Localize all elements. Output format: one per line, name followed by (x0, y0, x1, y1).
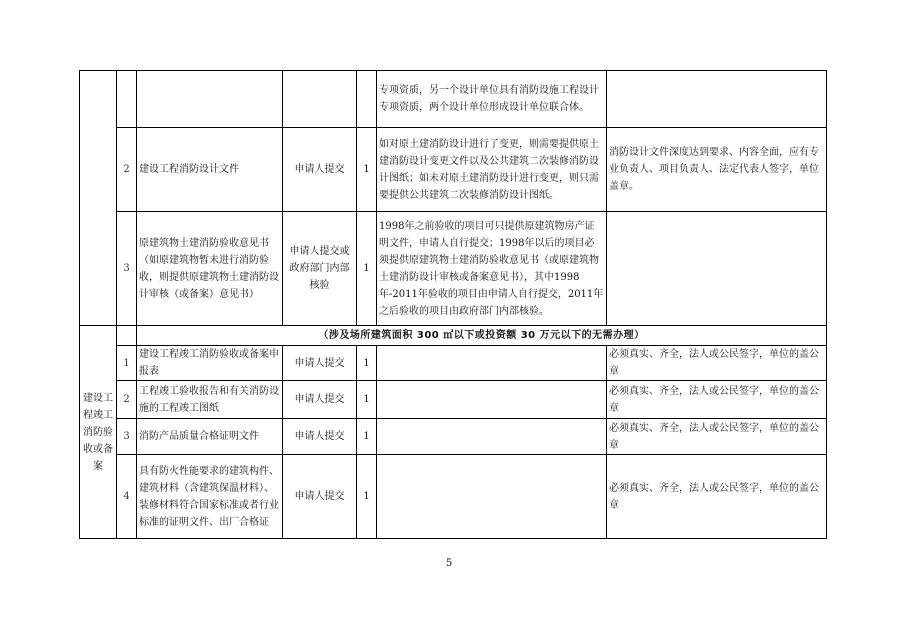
item-source: 申请人提交 (283, 381, 357, 419)
table-row (80, 346, 827, 381)
item-name: 具有防火性能要求的建筑构件、建筑材料（含建筑保温材料）、装修材料符合国家标准或者行业标准的证明文件、出厂合格证 (137, 455, 283, 539)
item-description (377, 419, 607, 455)
item-number: 4 (117, 455, 137, 539)
item-number: 2 (117, 128, 137, 212)
item-requirement (607, 71, 827, 128)
item-source (283, 71, 357, 128)
banner-blank-cell (117, 326, 137, 346)
item-name: 原建筑物土建消防验收意见书（如原建筑物暂未进行消防验收，则提供原建筑物土建消防设计审核（或备案）意见书） (137, 212, 283, 326)
table-row (80, 71, 827, 128)
item-requirement: 必须真实、齐全，法人或公民签字，单位的盖公章 (607, 455, 827, 539)
item-source: 申请人提交 (283, 128, 357, 212)
item-count: 1 (357, 346, 377, 381)
item-source: 申请人提交 (283, 346, 357, 381)
item-source: 申请人提交 (283, 455, 357, 539)
table-row (80, 212, 827, 326)
item-requirement: 消防设计文件深度达到要求、内容全面，应有专业负责人、项目负责人、法定代表人签字，单位盖章。 (607, 128, 827, 212)
item-source: 申请人提交或政府部门内部核验 (283, 212, 357, 326)
item-name: 工程竣工验收报告和有关消防设施的工程竣工图纸 (137, 381, 283, 419)
item-number: 3 (117, 212, 137, 326)
item-count (357, 71, 377, 128)
item-count: 1 (357, 455, 377, 539)
item-description: 专项资质，另一个设计单位具有消防设施工程设计专项资质，两个设计单位形成设计单位联合体。 (377, 71, 607, 128)
item-requirement: 必须真实、齐全，法人或公民签字，单位的盖公章 (607, 419, 827, 455)
table-row (80, 326, 827, 346)
item-number: 2 (117, 381, 137, 419)
item-count: 1 (357, 419, 377, 455)
item-name: 建设工程消防设计文件 (137, 128, 283, 212)
table-row (80, 381, 827, 419)
item-number: 1 (117, 346, 137, 381)
item-count: 1 (357, 381, 377, 419)
item-requirement (607, 212, 827, 326)
page-number: 5 (445, 558, 453, 569)
item-count: 1 (357, 128, 377, 212)
table-row (80, 455, 827, 539)
item-source: 申请人提交 (283, 419, 357, 455)
item-description (377, 346, 607, 381)
item-count: 1 (357, 212, 377, 326)
item-requirement: 必须真实、齐全，法人或公民签字，单位的盖公章 (607, 381, 827, 419)
item-requirement: 必须真实、齐全，法人或公民签字，单位的盖公章 (607, 346, 827, 381)
item-name: 消防产品质量合格证明文件 (137, 419, 283, 455)
table-row (80, 128, 827, 212)
item-name: 建设工程竣工消防验收或备案申报表 (137, 346, 283, 381)
item-description (377, 455, 607, 539)
document-table (79, 70, 827, 539)
section-cell-blank (80, 71, 117, 326)
section-title: 建设工程竣工消防验收或备案 (80, 326, 117, 539)
section-banner: （涉及场所建筑面积 300 ㎡以下或投资额 30 万元以下的无需办理） (137, 326, 827, 346)
item-number: 3 (117, 419, 137, 455)
item-description (377, 381, 607, 419)
item-description: 1998年之前验收的项目可只提供原建筑物房产证明文件，申请人自行提交；1998年以后的项目必须提供原建筑物土建消防验收意见书（或原建筑物土建消防设计审核或备案意见书），其中1998年-2011年验收的项目由申请人自行提交，2011年之后验收的项目由政府部门内部核验。 (377, 212, 607, 326)
item-description: 如对原土建消防设计进行了变更，则需要提供原土建消防设计变更文件以及公共建筑二次装修消防设计图纸；如未对原土建消防设计进行变更，则只需要提供公共建筑二次装修消防设计图纸。 (377, 128, 607, 212)
item-number (117, 71, 137, 128)
table-row (80, 419, 827, 455)
item-name (137, 71, 283, 128)
